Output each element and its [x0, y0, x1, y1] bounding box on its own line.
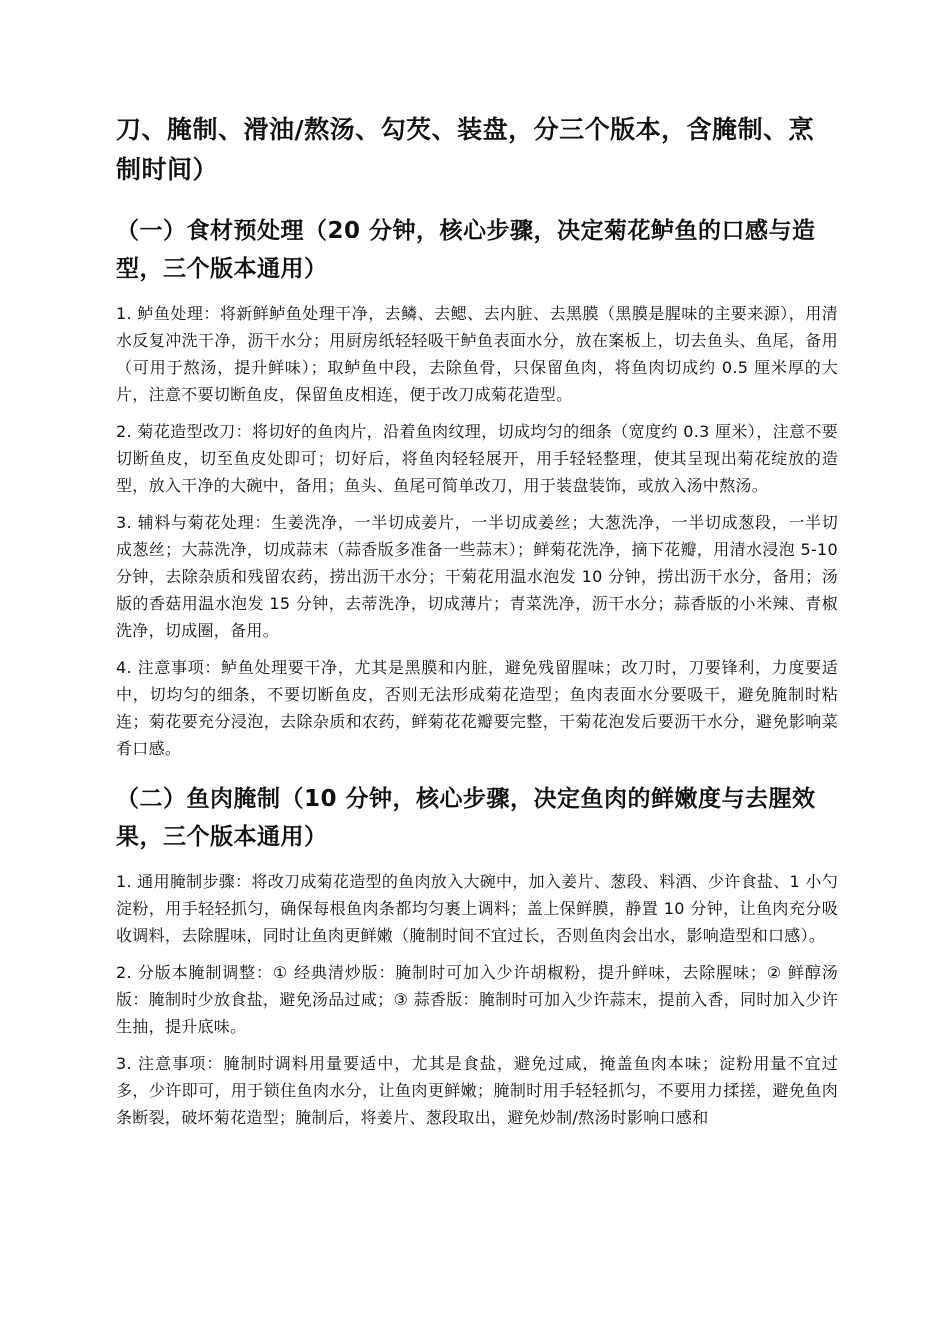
- paragraph: 2. 菊花造型改刀：将切好的鱼肉片，沿着鱼肉纹理，切成均匀的细条（宽度约 0.3 厘米），注意不要切断鱼皮，切至鱼皮处即可；切好后，将鱼肉轻轻展开，用手轻轻整理，使其呈现出菊花绽放的造型，放入干净的大碗中，备用；鱼头、鱼尾可简单改刀，用于装盘装饰，或放入汤中熬汤。: [116, 422, 838, 495]
- paragraph: 1. 鲈鱼处理：将新鲜鲈鱼处理干净，去鳞、去鳃、去内脏、去黑膜（黑膜是腥味的主要来源），用清水反复冲洗干净，沥干水分；用厨房纸轻轻吸干鲈鱼表面水分，放在案板上，切去鱼头、鱼尾，备用（可用于熬汤，提升鲜味）；取鲈鱼中段，去除鱼骨，只保留鱼肉，将鱼肉切成约 0.5 厘米厚的大片，注意不要切断鱼皮，保留鱼皮相连，便于改刀成菊花造型。: [116, 304, 838, 404]
- section-heading: （一）食材预处理（20 分钟，核心步骤，决定菊花鲈鱼的口感与造型，三个版本通用）: [116, 218, 816, 282]
- paragraph: 3. 辅料与菊花处理：生姜洗净，一半切成姜片，一半切成姜丝；大葱洗净，一半切成葱段，一半切成葱丝；大蒜洗净，切成蒜末（蒜香版多准备一些蒜末）；鲜菊花洗净，摘下花瓣，用清水浸泡 5-10 分钟，去除杂质和残留农药，捞出沥干水分；干菊花用温水泡发 10 分钟，捞出沥干水分，备用；汤版的香菇用温水泡发 15 分钟，去蒂洗净，切成薄片；青菜洗净，沥干水分；蒜香版的小米辣、青椒洗净，切成圈，备用。: [116, 513, 838, 640]
- document-page: [116, 110, 838, 1141]
- section-preprocessing: [116, 212, 838, 762]
- section-heading: （二）鱼肉腌制（10 分钟，核心步骤，决定鱼肉的鲜嫩度与去腥效果，三个版本通用）: [116, 786, 816, 850]
- paragraph: 3. 注意事项：腌制时调料用量要适中，尤其是食盐，避免过咸，掩盖鱼肉本味；淀粉用量不宜过多，少许即可，用于锁住鱼肉水分，让鱼肉更鲜嫩；腌制时用手轻轻抓匀，不要用力揉搓，避免鱼肉条断裂，破坏菊花造型；腌制后，将姜片、葱段取出，避免炒制/熬汤时影响口感和: [116, 1054, 838, 1127]
- paragraph: 4. 注意事项：鲈鱼处理要干净，尤其是黑膜和内脏，避免残留腥味；改刀时，刀要锋利，力度要适中，切均匀的细条，不要切断鱼皮，否则无法形成菊花造型；鱼肉表面水分要吸干，避免腌制时粘连；菊花要充分浸泡，去除杂质和农药，鲜菊花花瓣要完整，干菊花泡发后要沥干水分，避免影响菜肴口感。: [116, 658, 838, 758]
- document-title: 刀、腌制、滑油/熬汤、勾芡、装盘，分三个版本，含腌制、烹制时间）: [116, 115, 815, 184]
- paragraph: 2. 分版本腌制调整：① 经典清炒版：腌制时可加入少许胡椒粉，提升鲜味，去除腥味；② 鲜醇汤版：腌制时少放食盐，避免汤品过咸；③ 蒜香版：腌制时可加入少许蒜末，提前入香，同时加入少许生抽，提升底味。: [116, 963, 838, 1036]
- paragraph: 1. 通用腌制步骤：将改刀成菊花造型的鱼肉放入大碗中，加入姜片、葱段、料酒、少许食盐、1 小勺淀粉，用手轻轻抓匀，确保每根鱼肉条都均匀裹上调料；盖上保鲜膜，静置 10 分钟，让鱼肉充分吸收调料，去除腥味，同时让鱼肉更鲜嫩（腌制时间不宜过长，否则鱼肉会出水，影响造型和口感）。: [116, 872, 838, 945]
- section-marinating: [116, 780, 838, 1131]
